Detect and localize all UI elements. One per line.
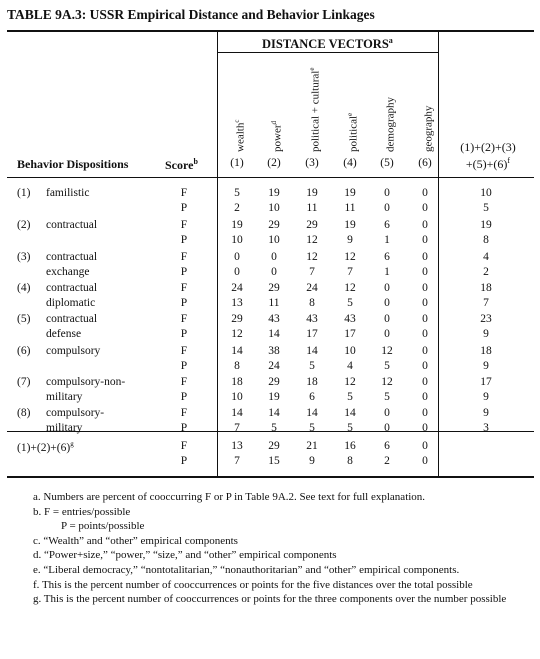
cell-p: 4 [347,360,353,372]
summary-cell-f: 29 [268,440,280,452]
cell-f: 19 [344,219,356,231]
column-header-6 [419,60,433,152]
cell-p: 12 [306,234,318,246]
cell-p: 17 [344,328,356,340]
cell-p: 5 [309,422,315,434]
row-label: contractual [46,313,98,325]
row-number: (5) [17,313,31,325]
score-p: P [180,202,188,214]
row-number: (6) [17,345,31,357]
cell-sum-p: 3 [483,422,489,434]
cell-p: 6 [309,391,315,403]
score-f: F [180,376,188,388]
cell-p: 7 [347,266,353,278]
top-rule [7,30,534,32]
cell-sum-f: 4 [483,251,489,263]
row-label-cont: diplomatic [46,297,96,309]
cell-f: 24 [231,282,243,294]
cell-f: 0 [422,345,428,357]
row-number: (4) [17,282,31,294]
cell-f: 0 [422,376,428,388]
cell-f: 43 [268,313,280,325]
cell-f: 12 [344,376,356,388]
footnote-f: f. This is the percent number of cooccurrences or points for the five distances over the total possible [33,578,473,591]
cell-p: 0 [422,422,428,434]
summary-row-label: $(1)+(2)+(6)^g$ [17,440,74,454]
cell-p: 0 [384,202,390,214]
cell-sum-p: 9 [483,360,489,372]
score-f: F [180,187,188,199]
cell-sum-f: 9 [483,407,489,419]
cell-p: 11 [344,202,356,214]
column-header-sup: e [308,67,316,71]
cell-p: 8 [309,297,315,309]
cell-f: 19 [306,187,318,199]
cell-f: 0 [384,313,390,325]
footnote-b: b. F = entries/possible [33,505,131,518]
column-number-1: (1) [230,157,244,169]
cell-p: 0 [271,266,277,278]
distance-vectors-header: DISTANCE VECTORS$^a$ [262,36,393,52]
row-label-cont: military [46,422,83,434]
cell-p: 11 [306,202,318,214]
score-p: P [180,455,188,467]
cell-sum-p: 8 [483,234,489,246]
cell-f: 0 [384,187,390,199]
cell-sum-f: 18 [480,345,492,357]
cell-f: 29 [306,219,318,231]
column-header-name: geography [422,105,435,152]
cell-f: 29 [268,282,280,294]
cell-f: 0 [234,251,240,263]
score-f: F [180,407,188,419]
cell-p: 10 [231,234,243,246]
score-f: F [180,440,188,452]
cell-f: 43 [344,313,356,325]
cell-f: 12 [344,282,356,294]
summary-cell-p: 0 [422,455,428,467]
summary-cell-f: 13 [231,440,243,452]
cell-p: 5 [309,360,315,372]
cell-p: 0 [422,297,428,309]
summary-cell-f: 21 [306,440,318,452]
cell-f: 0 [422,187,428,199]
cell-f: 0 [384,407,390,419]
column-number-6: (6) [418,157,432,169]
summary-cell-p: 8 [347,455,353,467]
cell-f: 6 [384,251,390,263]
cell-f: 18 [306,376,318,388]
cell-p: 5 [384,360,390,372]
cell-f: 38 [268,345,280,357]
cell-f: 14 [268,407,280,419]
score-f: F [180,345,188,357]
cell-f: 24 [306,282,318,294]
cell-p: 1 [384,266,390,278]
cell-p: 5 [347,297,353,309]
table-title: TABLE 9A.3: USSR Empirical Distance and Behavior Linkages [7,7,375,22]
cell-f: 0 [422,219,428,231]
column-header-1 [231,60,245,152]
row-label: contractual [46,282,98,294]
cell-f: 0 [422,407,428,419]
column-header-3 [306,60,320,152]
cell-p: 8 [234,360,240,372]
cell-f: 14 [231,407,243,419]
cell-f: 29 [231,313,243,325]
column-header-5 [381,60,395,152]
cell-sum-f: 18 [480,282,492,294]
cell-p: 0 [384,328,390,340]
score-p: P [180,297,188,309]
cell-f: 14 [231,345,243,357]
cell-f: 29 [268,219,280,231]
footnotes [13,490,528,607]
cell-f: 10 [344,345,356,357]
cell-p: 0 [384,422,390,434]
cell-f: 14 [306,407,318,419]
summary-cell-p: 7 [234,455,240,467]
cell-f: 18 [231,376,243,388]
row-label: contractual [46,219,98,231]
cell-p: 19 [268,391,280,403]
column-header-sup: c [233,119,241,123]
summary-cell-f: 0 [422,440,428,452]
cell-f: 0 [271,251,277,263]
cell-p: 24 [268,360,280,372]
row-label: familistic [46,187,90,199]
column-header-name: political + cultural [309,70,322,152]
footnote-a: a. Numbers are percent of cooccurring F or P in Table 9A.2. See text for full explanation. [33,491,426,503]
right-divider [438,31,439,476]
cell-f: 0 [384,282,390,294]
cell-sum-p: 7 [483,297,489,309]
cell-sum-f: 10 [480,187,492,199]
table-bottom-rule [7,476,534,478]
column-header-name: wealth [234,122,247,152]
header-bottom-rule [7,177,534,178]
row-label: contractual [46,251,98,263]
cell-f: 0 [422,282,428,294]
summary-cell-f: 16 [344,440,356,452]
column-number-4: (4) [343,157,357,169]
cell-sum-f: 17 [480,376,492,388]
score-p: P [180,328,188,340]
cell-p: 7 [309,266,315,278]
cell-p: 11 [268,297,280,309]
cell-p: 10 [268,234,280,246]
column-header-sup: e [346,112,354,116]
cell-f: 14 [306,345,318,357]
score-header: Score$^b$ [165,157,198,172]
cell-p: 13 [231,297,243,309]
footnote-b-cont: P = points/possible [61,520,145,533]
cell-p: 5 [347,422,353,434]
column-number-2: (2) [267,157,281,169]
cell-sum-p: 9 [483,328,489,340]
cell-f: 19 [268,187,280,199]
cell-sum-f: 23 [480,313,492,325]
cell-sum-f: 19 [480,219,492,231]
cell-p: 14 [268,328,280,340]
row-label: compulsory [46,345,101,357]
score-f: F [180,219,188,231]
score-p: P [180,360,188,372]
cell-p: 0 [234,266,240,278]
cell-f: 0 [422,313,428,325]
behavior-dispositions-header: Behavior Dispositions [17,157,129,171]
cell-p: 5 [271,422,277,434]
left-divider [217,31,218,476]
cell-p: 10 [268,202,280,214]
score-f: F [180,282,188,294]
cell-f: 0 [422,251,428,263]
row-label: compulsory-non- [46,376,126,388]
column-number-5: (5) [380,157,394,169]
score-f: F [180,313,188,325]
column-number-3: (3) [305,157,319,169]
row-number: (7) [17,376,31,388]
score-p: P [180,266,188,278]
cell-p: 2 [234,202,240,214]
cell-p: 5 [384,391,390,403]
cell-p: 0 [384,297,390,309]
cell-p: 5 [347,391,353,403]
score-p: P [180,234,188,246]
cell-f: 19 [231,219,243,231]
cell-f: 12 [381,345,393,357]
row-label-cont: military [46,391,83,403]
cell-p: 0 [422,328,428,340]
cell-f: 43 [306,313,318,325]
cell-f: 12 [344,251,356,263]
sum-column-header: (1)+(2)+(3) $+(5)+(6)^f$ [460,140,516,171]
cell-p: 0 [422,234,428,246]
cell-f: 29 [268,376,280,388]
summary-cell-p: 15 [268,455,280,467]
cell-f: 14 [344,407,356,419]
cell-f: 12 [306,251,318,263]
column-header-sup: d [270,121,278,125]
row-label-cont: defense [46,328,82,340]
cell-p: 1 [384,234,390,246]
row-number: (2) [17,219,31,231]
cell-p: 0 [422,391,428,403]
cell-f: 5 [234,187,240,199]
column-header-4 [344,60,358,152]
cell-p: 0 [422,360,428,372]
summary-cell-p: 9 [309,455,315,467]
footnote-c: c. “Wealth” and “other” empirical components [33,534,238,547]
cell-f: 19 [344,187,356,199]
cell-sum-p: 9 [483,391,489,403]
column-header-name: power [271,124,284,152]
cell-p: 17 [306,328,318,340]
summary-cell-p: 2 [384,455,390,467]
cell-f: 6 [384,219,390,231]
row-number: (1) [17,187,31,199]
footnote-d: d. “Power+size,” “power,” “size,” and “other” empirical components [33,549,337,562]
row-number: (8) [17,407,31,419]
column-header-2 [268,60,282,152]
cell-p: 7 [234,422,240,434]
cell-sum-p: 5 [483,202,489,214]
row-label: compulsory- [46,407,105,419]
column-header-name: political [347,115,360,152]
score-f: F [180,251,188,263]
row-label-cont: exchange [46,266,90,278]
cell-p: 0 [422,266,428,278]
footnote-g: g. This is the percent number of cooccurrences or points for the three components over the number possible [33,593,507,606]
cell-p: 0 [422,202,428,214]
row-number: (3) [17,251,31,263]
cell-p: 10 [231,391,243,403]
cell-sum-p: 2 [483,266,489,278]
score-p: P [180,422,188,434]
cell-p: 9 [347,234,353,246]
cell-p: 12 [231,328,243,340]
cell-f: 12 [381,376,393,388]
summary-cell-f: 6 [384,440,390,452]
score-p: P [180,391,188,403]
column-header-name: demography [384,97,397,152]
footnote-e: e. “Liberal democracy,” “nontotalitarian,” “nonauthoritarian” and “other” empirical components. [33,563,460,576]
